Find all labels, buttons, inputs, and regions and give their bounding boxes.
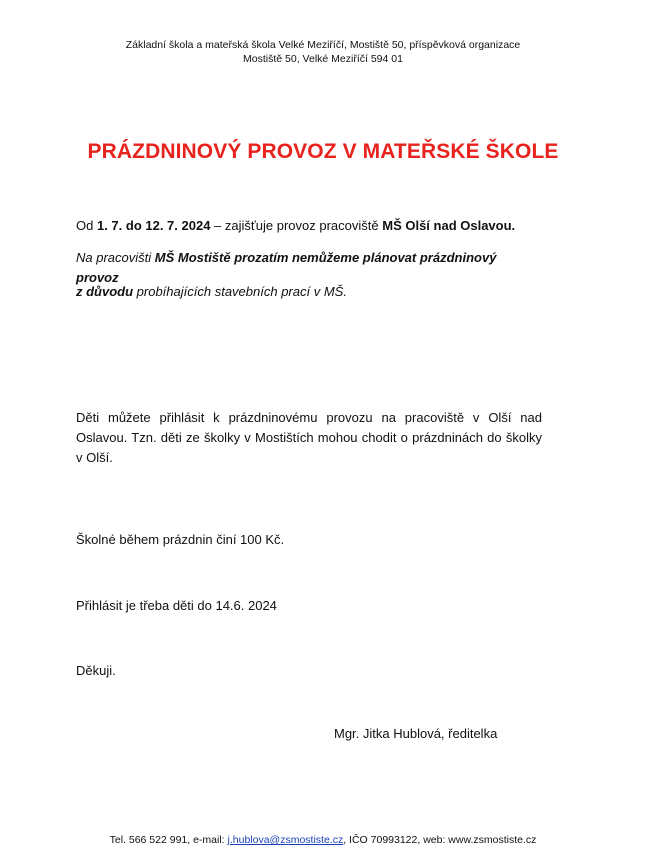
footer-email-link[interactable]: j.hublova@zsmostiste.cz	[227, 834, 344, 846]
notice-p1-bold: MŠ Mostiště	[154, 250, 231, 265]
intro-middle: – zajišťuje provoz pracoviště	[210, 218, 383, 233]
enroll-paragraph: Děti můžete přihlásit k prázdninovému provozu na pracoviště v Olší nad Oslavou. Tzn. děti ze školky v Mostištích mohou chodit o prázdninách do školky v Olší.	[76, 410, 542, 465]
intro-dates: 1. 7. do 12. 7. 2024	[96, 218, 211, 233]
header-line-2: Mostiště 50, Velké Meziříčí 594 01	[243, 53, 403, 65]
intro-paragraph	[76, 216, 542, 236]
notice-p2-bold: z důvodu	[76, 284, 134, 299]
footer	[0, 834, 646, 846]
footer-rest: , IČO 70993122, web: www.zsmostiste.cz	[343, 834, 537, 846]
fee-paragraph: Školné během prázdnin činí 100 Kč.	[76, 532, 285, 547]
intro-location: MŠ Olší nad Oslavou.	[382, 218, 516, 233]
page-title: PRÁZDNINOVÝ PROVOZ V MATEŘSKÉ ŠKOLE	[87, 140, 559, 163]
notice-p1: Na pracovišti	[76, 250, 155, 265]
thanks-paragraph: Děkuji.	[76, 663, 116, 678]
signature: Mgr. Jitka Hublová, ředitelka	[334, 726, 498, 741]
deadline-paragraph: Přihlásit je třeba děti do 14.6. 2024	[76, 598, 277, 613]
notice-line-2	[76, 282, 542, 302]
footer-tel: Tel. 566 522 991, e-mail:	[109, 834, 228, 846]
notice-p1-rest: prozatím nemůžeme plánovat prázdninový provoz	[76, 250, 497, 285]
intro-prefix: Od	[76, 218, 97, 233]
header-line-1: Základní škola a mateřská škola Velké Meziříčí, Mostiště 50, příspěvková organizace	[125, 39, 521, 51]
notice-p2-rest: probíhajících stavebních prací v MŠ.	[133, 284, 347, 299]
